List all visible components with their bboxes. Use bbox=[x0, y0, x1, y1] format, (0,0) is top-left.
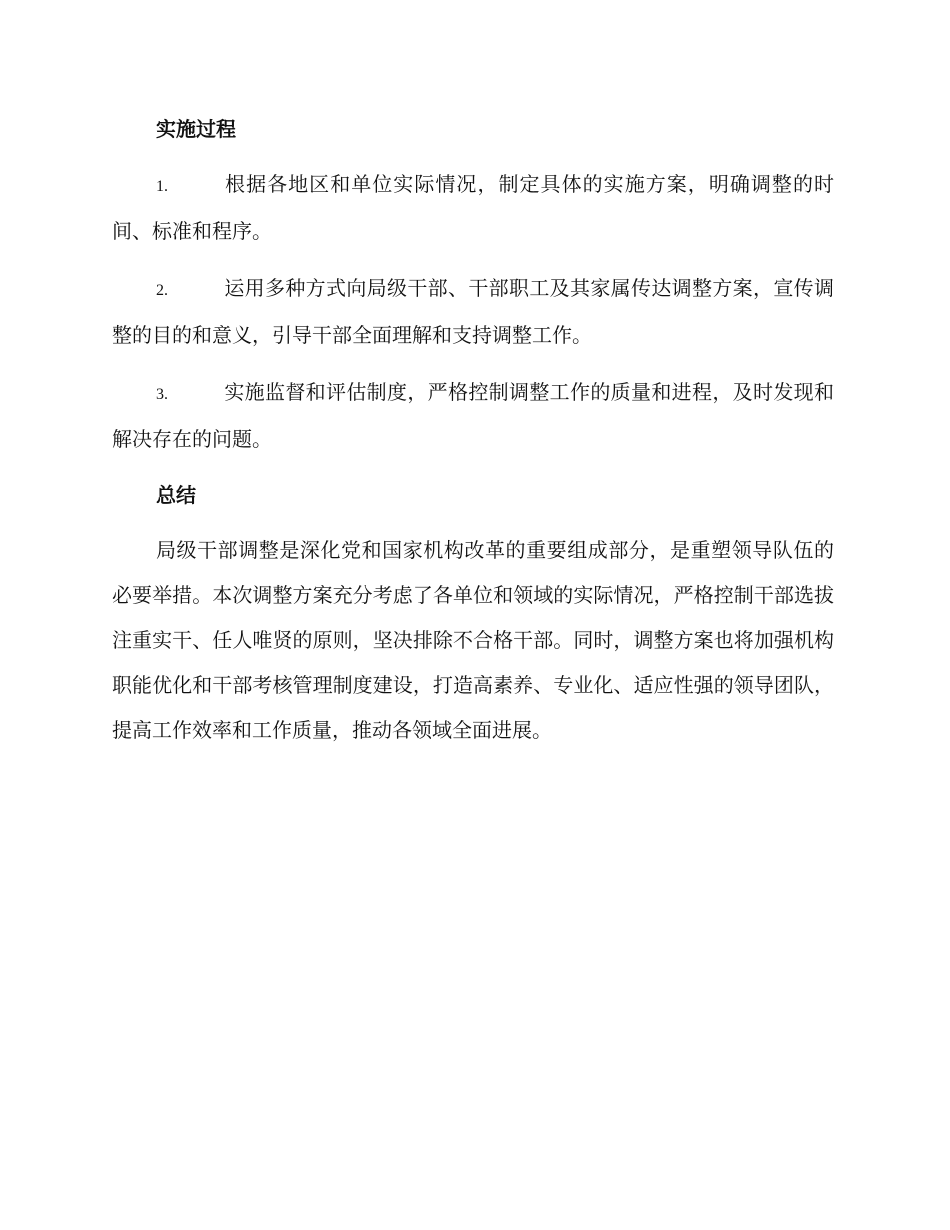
list-item-text: 实施监督和评估制度，严格控制调整工作的质量和进程，及时发现和解决存在的问题。 bbox=[112, 380, 834, 451]
list-item-number: 3. bbox=[156, 386, 168, 403]
summary-paragraph: 局级干部调整是深化党和国家机构改革的重要组成部分，是重塑领导队伍的必要举措。本次调整方案充分考虑了各单位和领域的实际情况，严格控制干部选拔注重实干、任人唯贤的原则，坚决排除不合格干部。同时，调整方案也将加强机构职能优化和干部考核管理制度建设，打造高素养、专业化、适应性强的领导团队，提高工作效率和工作质量，推动各领域全面进展。 bbox=[112, 538, 834, 742]
section-heading-summary: 总结 bbox=[156, 483, 196, 507]
list-item bbox=[112, 162, 834, 254]
list-item bbox=[112, 266, 834, 358]
document-content bbox=[112, 112, 834, 753]
section-heading-implementation: 实施过程 bbox=[156, 117, 236, 141]
list-item-text: 运用多种方式向局级干部、干部职工及其家属传达调整方案，宣传调整的目的和意义，引导干部全面理解和支持调整工作。 bbox=[112, 276, 834, 347]
list-item-number: 2. bbox=[156, 282, 168, 299]
list-item-number: 1. bbox=[156, 178, 168, 195]
list-item bbox=[112, 370, 834, 462]
list-item-text: 根据各地区和单位实际情况，制定具体的实施方案，明确调整的时间、标准和程序。 bbox=[112, 172, 834, 243]
